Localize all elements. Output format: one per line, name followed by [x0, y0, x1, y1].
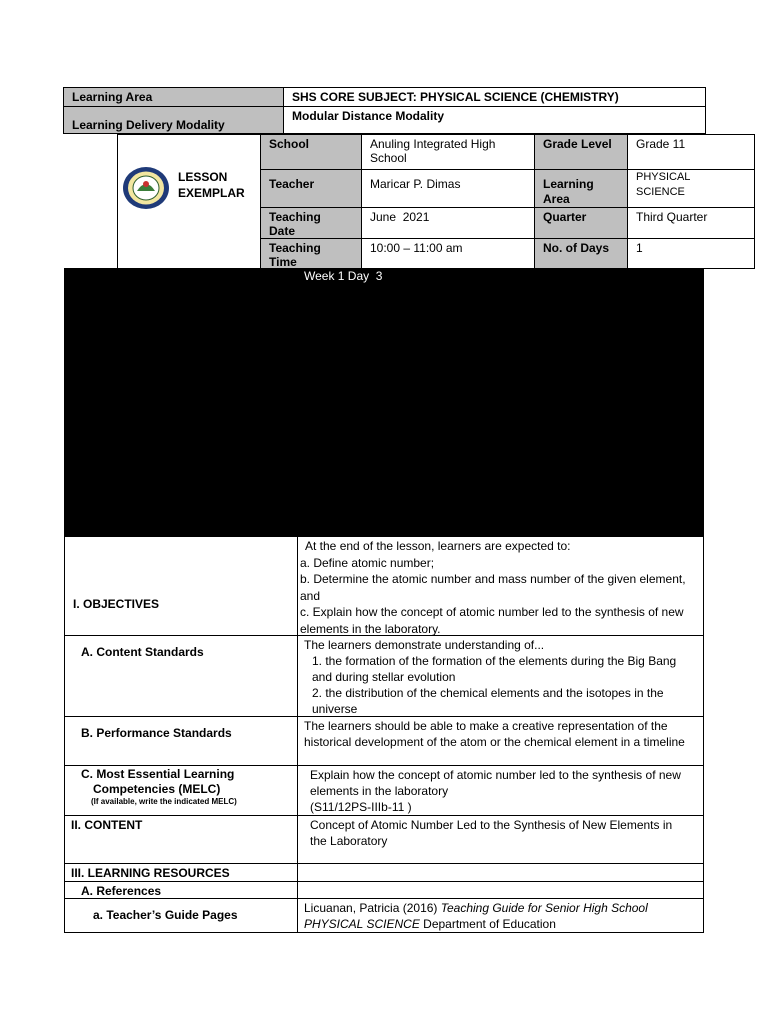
quarter-value: Third Quarter	[627, 207, 755, 239]
teaching-time-label: Teaching Time	[260, 238, 362, 269]
performance-standards-label: B. Performance Standards	[64, 716, 298, 766]
modality-cell: Modular Distance Modality	[283, 106, 706, 134]
lesson-exemplar-box	[117, 134, 261, 269]
school-seal-logo	[121, 165, 171, 211]
learning-resources-empty	[297, 863, 704, 882]
learning-resources-label: III. LEARNING RESOURCES	[64, 863, 298, 882]
references-empty	[297, 881, 704, 899]
melc-label: C. Most Essential Learning Competencies (MELC) (If available, write the indicated MELC)	[64, 765, 298, 816]
content-text: Concept of Atomic Number Led to the Synthesis of New Elements in the Laboratory	[297, 815, 704, 864]
school-value: Anuling Integrated High School	[361, 134, 535, 170]
content-standards-text: The learners demonstrate understanding of... 1. the formation of the formation of the elements during the Big Bang and during stellar evolution 2. the distribution of the chemical elements and the isotopes in the universe	[297, 635, 704, 717]
quarter-label: Quarter	[534, 207, 628, 239]
grade-value: Grade 11	[627, 134, 755, 170]
delivery-label: Learning Delivery Modality	[63, 106, 284, 134]
teacher-label: Teacher	[260, 169, 362, 208]
content-label: II. CONTENT	[64, 815, 298, 864]
content-standards-label: A. Content Standards	[64, 635, 298, 717]
lesson-exemplar-title: LESSON EXEMPLAR	[178, 170, 245, 200]
teachers-guide-text: Licuanan, Patricia (2016) Teaching Guide for Senior High School PHYSICAL SCIENCE Department of Education	[297, 898, 704, 933]
teachers-guide-label: a. Teacher’s Guide Pages	[64, 898, 298, 933]
teaching-date-label: Teaching Date	[260, 207, 362, 239]
objectives-label: I. OBJECTIVES	[64, 536, 298, 636]
performance-standards-text: The learners should be able to make a creative representation of the historical development of the atom or the chemical element in a timeline	[297, 716, 704, 766]
subject-cell: SHS CORE SUBJECT: PHYSICAL SCIENCE (CHEMISTRY)	[283, 87, 706, 107]
teaching-date-value: June 2021	[361, 207, 535, 239]
teacher-value: Maricar P. Dimas	[361, 169, 535, 208]
days-value: 1	[627, 238, 755, 269]
school-label: School	[260, 134, 362, 170]
melc-text: Explain how the concept of atomic number led to the synthesis of new elements in the laboratory (S11/12PS-IIIb-11 )	[297, 765, 704, 816]
redacted-area	[64, 268, 704, 536]
objectives-text: At the end of the lesson, learners are expected to: a. Define atomic number; b. Determine the atomic number and mass number of the given element, and c. Explain how the concept of atomic number led to the synthesis of new elements in the laboratory.	[297, 536, 704, 636]
learning-area-value: PHYSICAL SCIENCE	[627, 169, 755, 208]
grade-label: Grade Level	[534, 134, 628, 170]
teaching-time-value: 10:00 – 11:00 am	[361, 238, 535, 269]
week-label: Week 1 Day 3	[304, 269, 383, 283]
learning-area-label: Learning Area	[63, 87, 284, 107]
learning-area-label-2: Learning Area	[534, 169, 628, 208]
days-label: No. of Days	[534, 238, 628, 269]
references-label: A. References	[64, 881, 298, 899]
